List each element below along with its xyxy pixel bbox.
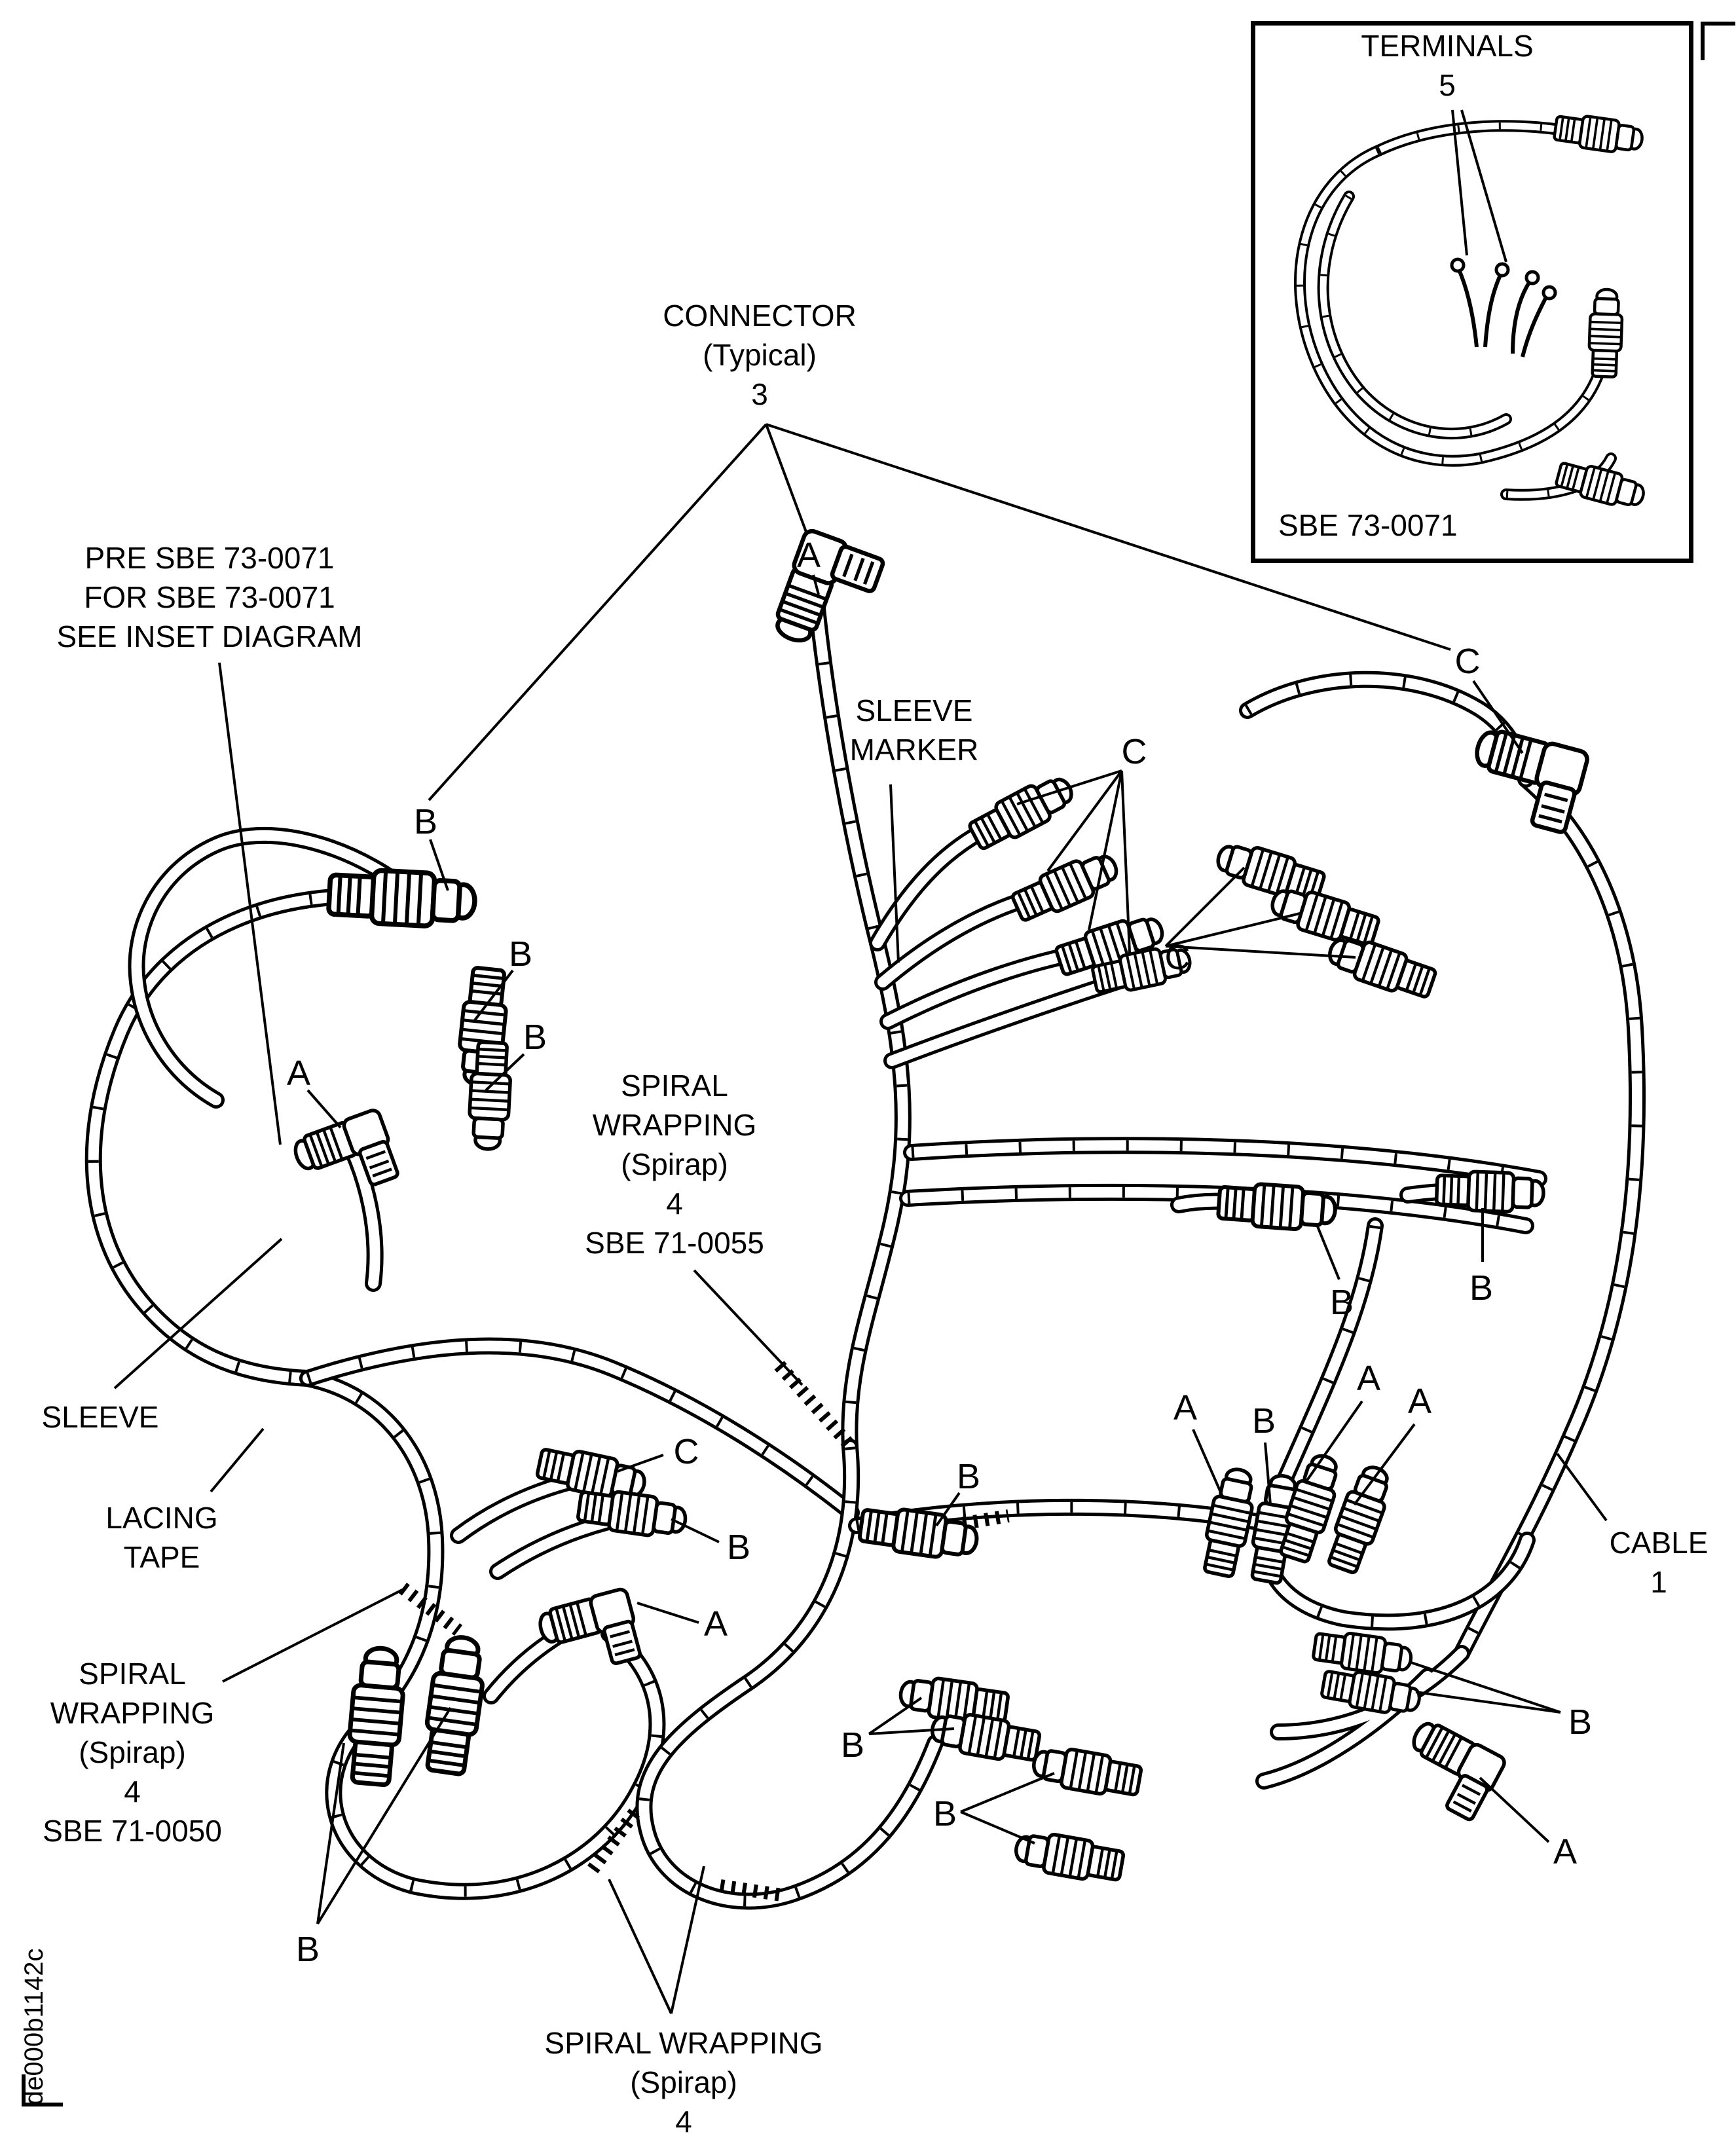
leader-lines [115,424,1606,2014]
index-letter-b: B [840,1725,865,1765]
cable-callout [1610,1523,1708,1602]
sw-line: WRAPPING [50,1696,215,1730]
inset-title: TERMINALS [1361,29,1534,63]
corner-mark-top-right [1703,24,1735,60]
connector-icon [1320,1666,1422,1718]
elbow-connector-icon [291,1109,401,1206]
index-letter-b: B [933,1794,957,1833]
spiral-wrapping-mid-callout [585,1066,764,1262]
index-letter-a: A [1356,1359,1381,1398]
index-letter-b: B [1469,1268,1494,1308]
index-letter-c: C [673,1432,699,1471]
connector-icon [1013,1828,1125,1885]
index-letter-b: B [508,934,533,974]
spiral-wrapping-bottom-callout [544,2023,822,2134]
index-letter-a: A [1173,1388,1198,1427]
lacing-line: LACING [105,1501,218,1535]
sw-line: (Spirap) [79,1735,186,1769]
connector-icon [420,1634,489,1776]
sleeve-marker-line: MARKER [849,733,979,767]
inset-callout-number: 5 [1439,68,1456,102]
index-letter-c: C [1164,938,1191,977]
lacing-line: TAPE [123,1540,200,1574]
sw-line: SBE 71-0050 [43,1814,222,1848]
index-letter-b: B [726,1528,751,1567]
connector-callout-line: (Typical) [703,338,817,372]
sleeve-callout: SLEEVE [41,1400,159,1434]
index-letter-b: B [295,1930,320,1969]
pre-sbe-note [57,538,363,656]
index-letter-c: C [1454,642,1481,681]
sw-line: SPIRAL [79,1657,186,1691]
connector-icon [328,868,476,929]
index-letter-b: B [1329,1283,1354,1322]
index-letter-b: B [1568,1702,1593,1742]
note-line: SEE INSET DIAGRAM [56,619,363,653]
elbow-connector-icon [536,1588,644,1680]
sleeve-marker-callout [850,691,979,769]
sleeve-marker-line: SLEEVE [855,693,973,727]
connector-icon [346,1646,407,1786]
connector-icon [1031,1743,1143,1800]
connector-callout-line: CONNECTOR [663,299,857,333]
note-line: FOR SBE 73-0071 [84,580,335,614]
cable-line: CABLE [1609,1526,1708,1560]
sw-line: (Spirap) [630,2065,737,2099]
spiral-wrapping-left-callout [43,1654,222,1850]
index-letter-a: A [1407,1382,1432,1421]
connector-icon [1217,1181,1337,1232]
elbow-connector-icon [1462,725,1589,834]
sw-line: SPIRAL [621,1069,728,1103]
sw-number: 4 [124,1775,141,1809]
connector-icon [1199,1466,1259,1579]
index-letter-b: B [413,802,438,841]
index-letter-c: C [1121,732,1147,771]
inset-caption: SBE 73-0071 [1278,508,1458,542]
sw-number: 4 [675,2105,692,2134]
index-letter-a: A [796,536,821,575]
connector-icon [929,1708,1041,1765]
sw-number: 4 [666,1187,683,1221]
connector-icon [1010,847,1123,926]
index-letter-b: B [1251,1401,1276,1441]
connector-callout [663,296,857,414]
lacing-tape-callout [105,1498,217,1577]
sw-line: (Spirap) [621,1147,728,1181]
sw-line: SPIRAL WRAPPING [544,2026,823,2060]
index-letter-b: B [956,1457,981,1496]
connector-icon [966,770,1079,855]
index-letter-a: A [703,1604,728,1644]
index-letter-a: A [286,1054,311,1093]
elbow-connector-icon [1392,1717,1507,1822]
connector-icon [1312,1628,1413,1677]
sw-line: WRAPPING [592,1108,757,1142]
sw-line: SBE 71-0055 [585,1226,764,1260]
cable-number: 1 [1650,1565,1667,1599]
index-letter-b: B [523,1018,547,1057]
inset-title-block [1361,26,1533,105]
index-letter-a: A [1553,1832,1578,1871]
connector-callout-number: 3 [751,377,768,411]
figure-id: de000b1142c [20,1948,48,2105]
note-line: PRE SBE 73-0071 [84,541,335,575]
connector-icon [1325,931,1438,1003]
